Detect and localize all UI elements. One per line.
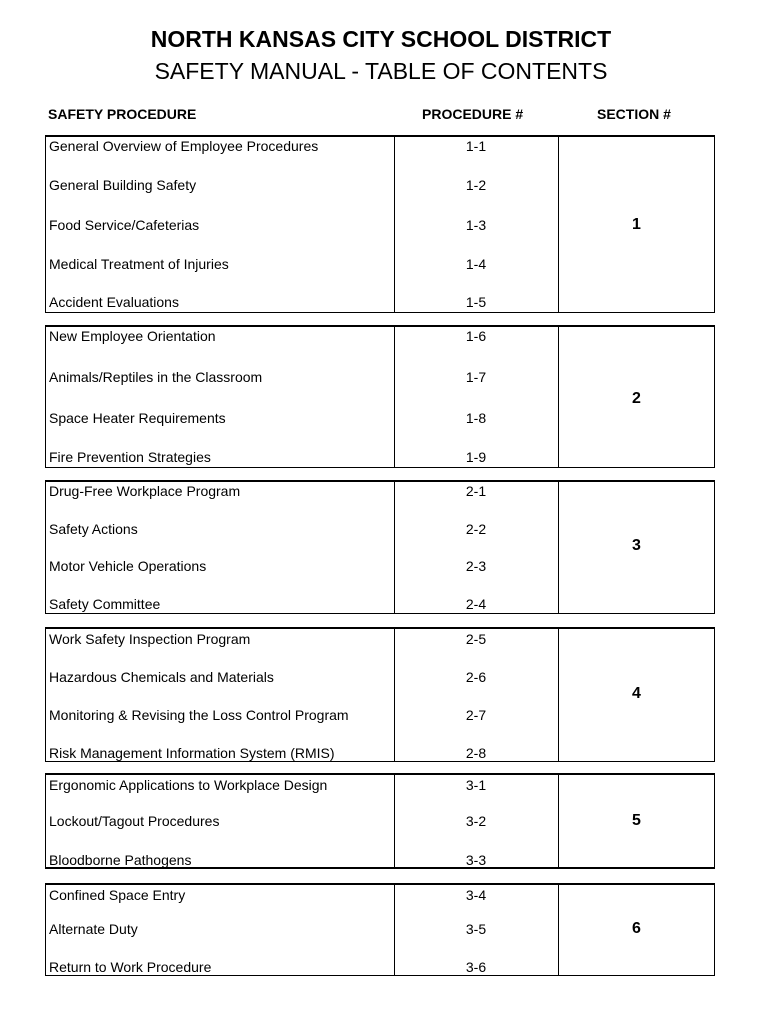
procedure-number: 1-3 (465, 217, 487, 233)
procedure-name: Safety Committee (49, 596, 161, 612)
section-group-2 (45, 325, 715, 468)
procedure-name: Risk Management Information System (RMIS) (49, 745, 335, 761)
procedure-name: Confined Space Entry (49, 887, 186, 903)
procedure-number: 2-4 (465, 596, 487, 612)
procedure-name: Animals/Reptiles in the Classroom (49, 369, 263, 385)
procedure-number: 2-5 (465, 631, 487, 647)
section-number: 6 (632, 920, 641, 937)
procedure-number: 1-7 (465, 369, 487, 385)
procedure-number: 3-6 (465, 959, 487, 975)
procedure-name: Bloodborne Pathogens (49, 852, 192, 868)
section-group-1 (45, 135, 715, 313)
procedure-number: 1-4 (465, 256, 487, 272)
procedure-name: Accident Evaluations (49, 294, 179, 310)
procedure-number: 2-1 (465, 483, 487, 499)
section-number: 4 (632, 685, 641, 702)
procedure-name: Monitoring & Revising the Loss Control Program (49, 707, 349, 723)
procedure-number: 2-8 (465, 745, 487, 761)
procedure-number: 3-2 (465, 813, 487, 829)
procedure-name: Return to Work Procedure (49, 959, 212, 975)
procedure-number: 3-1 (465, 777, 487, 793)
procedure-number: 1-5 (465, 294, 487, 310)
section-group-6 (45, 883, 715, 976)
procedure-number: 1-9 (465, 449, 487, 465)
column-divider (394, 327, 395, 467)
document-title: NORTH KANSAS CITY SCHOOL DISTRICT (150, 26, 612, 52)
procedure-name: Drug-Free Workplace Program (49, 483, 241, 499)
section-number: 2 (632, 390, 641, 407)
procedure-name: Food Service/Cafeterias (49, 217, 200, 233)
procedure-name: Motor Vehicle Operations (49, 558, 207, 574)
column-divider (394, 629, 395, 761)
section-group-5 (45, 773, 715, 869)
procedure-number: 2-3 (465, 558, 487, 574)
procedure-name: Ergonomic Applications to Workplace Design (49, 777, 328, 793)
section-number: 1 (632, 216, 641, 233)
document-subtitle: SAFETY MANUAL - TABLE OF CONTENTS (154, 58, 608, 84)
procedure-name: Fire Prevention Strategies (49, 449, 211, 465)
procedure-name: Hazardous Chemicals and Materials (49, 669, 274, 685)
procedure-number: 2-6 (465, 669, 487, 685)
procedure-number: 2-7 (465, 707, 487, 723)
procedure-number: 1-1 (465, 138, 487, 154)
section-group-3 (45, 480, 715, 614)
procedure-number: 1-8 (465, 410, 487, 426)
procedure-name: Alternate Duty (49, 921, 138, 937)
procedure-number: 1-6 (465, 328, 487, 344)
procedure-name: Medical Treatment of Injuries (49, 256, 229, 272)
column-divider (394, 482, 395, 613)
procedure-name: Lockout/Tagout Procedures (49, 813, 220, 829)
procedure-name: General Building Safety (49, 177, 197, 193)
procedure-name: General Overview of Employee Procedures (49, 138, 319, 154)
column-header-procedure: SAFETY PROCEDURE (48, 106, 197, 122)
procedure-number: 2-2 (465, 521, 487, 537)
procedure-name: Work Safety Inspection Program (49, 631, 251, 647)
section-number: 5 (632, 812, 641, 829)
procedure-name: Safety Actions (49, 521, 138, 537)
section-number: 3 (632, 537, 641, 554)
procedure-number: 3-5 (465, 921, 487, 937)
procedure-number: 3-4 (465, 887, 487, 903)
procedure-name: New Employee Orientation (49, 328, 216, 344)
column-header-procedure-number: PROCEDURE # (422, 106, 524, 122)
procedure-number: 1-2 (465, 177, 487, 193)
section-group-4 (45, 627, 715, 762)
procedure-name: Space Heater Requirements (49, 410, 226, 426)
procedure-number: 3-3 (465, 852, 487, 868)
column-header-section-number: SECTION # (597, 106, 671, 122)
